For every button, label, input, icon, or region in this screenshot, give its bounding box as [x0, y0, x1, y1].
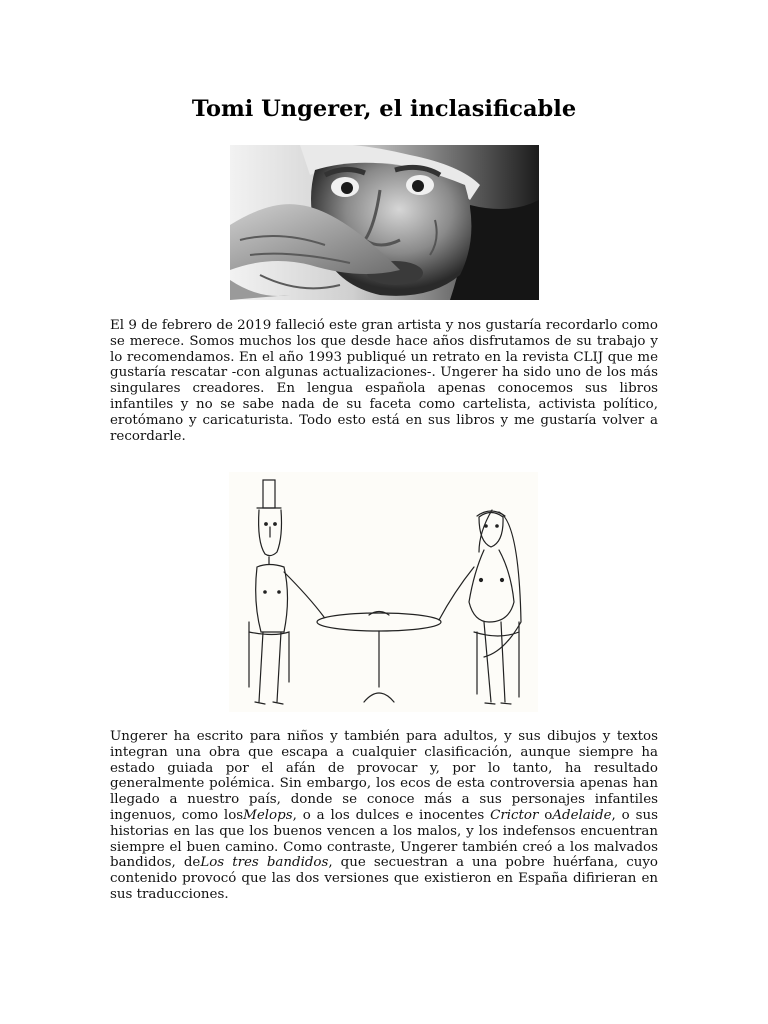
paragraph-intro: El 9 de febrero de 2019 falleció este gran artista y nos gustaría recordarlo como se merece. Somos muchos los que desde hace años disfrutamos de su trabajo y lo recomendamos. En el año 1993 publiqué un retrato en la revista CLIJ que me gustaría rescatar -con algunas actualizaciones-. Ungerer ha sido uno de los más singulares creadores. En lengua española apenas conocemos sus libros infantiles y no se sabe nada de su faceta como cartelista, activista político, erotómano y caricaturista. Todo esto está en sus libros y me gustaría volver a recordarle. — [110, 318, 658, 444]
book-title-melops: Melops — [243, 807, 293, 823]
paragraph-body-text-5: , que secuestran a una pobre huérfana, cuyo contenido provocó que las dos versiones que existieron en España difirieran en sus traducciones. — [110, 855, 658, 902]
line-drawing-illustration — [229, 472, 538, 712]
page-title: Tomi Ungerer, el inclasificable — [191, 96, 577, 122]
book-title-crictor: Crictor — [490, 807, 539, 823]
paragraph-body-text-2: , o a los dulces e inocentes — [292, 807, 491, 823]
paragraph-body-text-3: o — [538, 807, 553, 823]
book-title-los-tres-bandidos: Los tres bandidos — [200, 855, 329, 871]
portrait-photo — [230, 145, 539, 300]
paragraph-body-text-1: Ungerer ha escrito para niños y también para adultos, y sus dibujos y textos integran una obra que escapa a cualquier clasificación, aunque siempre ha estado guiada por el afán de provocar y, por lo tanto, ha resultado generalmente polémica. Sin embargo, los ecos de esta controversia apenas han llegado a nuestro país, donde se conoce más a sus personajes infantiles ingenuos, como los — [110, 729, 658, 823]
paragraph-body — [110, 729, 658, 903]
paragraph-body-text-4: , o sus historias en las que los buenos vencen a los malos, y los indefensos encuentran siempre el buen camino. Como contraste, Ungerer también creó a los malvados bandidos, de — [110, 807, 658, 871]
book-title-adelaide: Adelaide — [552, 807, 612, 823]
